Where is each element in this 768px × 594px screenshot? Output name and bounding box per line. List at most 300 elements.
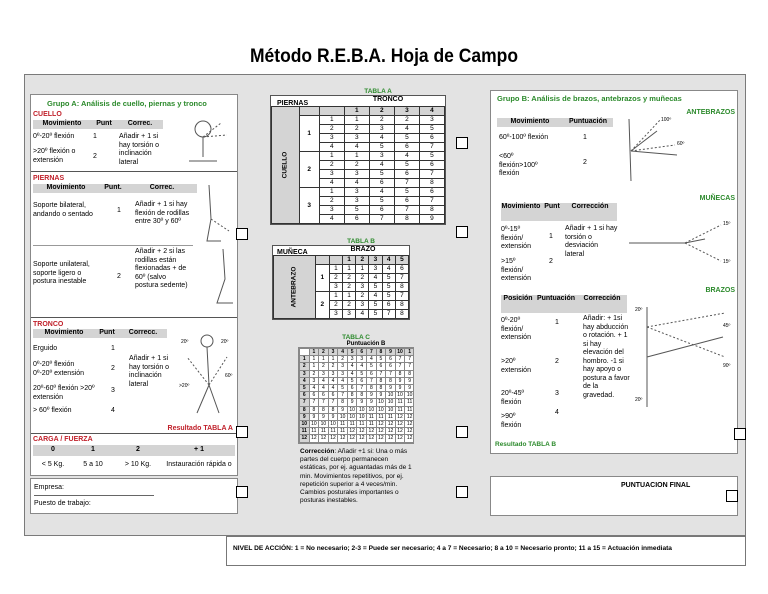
antebrazos-header	[497, 118, 613, 127]
tabla-b-side-text: ANTEBRAZO	[290, 266, 298, 308]
tabla-c-cell: 10	[309, 421, 319, 428]
tabla-c-col: 1	[405, 349, 414, 356]
munecas-row-2-mov: >15º flexión/ extensión	[501, 258, 531, 282]
piernas-row-2-mov: Soporte unilateral, soporte ligero o postura inestable	[33, 261, 90, 285]
tabla-a-title: TABLA A	[364, 88, 392, 95]
tronco-checkbox[interactable]	[236, 426, 248, 438]
tabla-a-cell: 7	[394, 206, 419, 215]
munecas-row-1-mov: 0º-15º flexión/ extensión	[501, 226, 531, 250]
final-checkbox[interactable]	[726, 490, 738, 502]
tabla-b-checkbox[interactable]	[456, 226, 468, 238]
antebrazos-header-mov: Movimiento	[510, 118, 550, 125]
tabla-c-cell: 2	[319, 363, 329, 370]
tabla-c-cell: 3	[309, 377, 319, 384]
tabla-b-side-label	[274, 256, 316, 319]
tabla-a-cell: 4	[344, 179, 369, 188]
tabla-c-cell: 6	[357, 377, 367, 384]
tabla-c-cell: 11	[386, 413, 396, 420]
carga-label: CARGA / FUERZA	[33, 436, 93, 443]
tabla-c-cell: 8	[376, 385, 386, 392]
tabla-b-brazo-col: 5	[395, 256, 408, 265]
piernas-row-1-corr: Añadir + 1 si hay flexión de rodillas entre 30º y 60º	[135, 201, 190, 225]
tabla-c-cell: 3	[319, 370, 329, 377]
tabla-c-cell: 12	[300, 435, 310, 442]
tabla-c-cell: 11	[300, 428, 310, 435]
tabla-c-cell: 6	[386, 363, 396, 370]
trunk-label-2: 20º	[221, 339, 229, 345]
cuello-row-2-punt: 2	[93, 153, 97, 160]
cuello-header-mov: Movimiento	[42, 120, 82, 127]
tabla-c-correction-text: : Añadir +1 si: Una o más partes del cuerpo permanecen estáticas, por ej. aguantadas más de 1 min. Movimientos repetitivos, por ej. repetición superior a 4 veces/min. Cambios posturales importantes o posturas inestables.	[300, 448, 412, 505]
tabla-c-cell: 7	[376, 370, 386, 377]
tabla-a-cell: 2	[394, 116, 419, 125]
piernas-row-1-punt: 1	[117, 207, 121, 214]
legs-figure-icon	[199, 179, 237, 309]
tabla-c-cell: 9	[405, 377, 414, 384]
tabla-a-cuello-value: 1	[299, 116, 319, 152]
tabla-c-cell: 12	[376, 428, 386, 435]
tabla-c-cell: 11	[395, 406, 405, 413]
tabla-c-cell: 9	[367, 399, 377, 406]
tabla-c-cell: 2	[309, 370, 319, 377]
tabla-c-cell: 3	[347, 356, 357, 363]
brazos-header	[501, 295, 627, 313]
brazos-row-4-mov: >90º flexión	[501, 413, 522, 429]
neck-figure-icon	[169, 117, 235, 165]
tabla-a-cuello-value: 3	[299, 188, 319, 224]
tabla-a-cell: 3	[369, 152, 394, 161]
piernas-row-2-corr: Añadir + 2 si las rodillas están flexionadas + de 60º (salvo postura sedente)	[135, 248, 188, 289]
tabla-c-cell: 8	[395, 370, 405, 377]
carga-value-2: > 10 Kg.	[124, 461, 152, 468]
tabla-b-antebrazo-value: 1	[315, 265, 329, 292]
tabla-b-cell: 3	[329, 310, 342, 319]
trunk-label-4: >20º	[179, 383, 190, 389]
tabla-a-checkbox[interactable]	[456, 137, 468, 149]
action-level-text: NIVEL DE ACCIÓN: 1 = No necesario; 2-3 = Puede ser necesario; 4 a 7 = Necesario; 8 a 10 = Necesario pronto; 11 a 15 = Actuación inmediata	[233, 545, 672, 552]
tabla-c-cell: 4	[347, 363, 357, 370]
tabla-c-cell: 6	[367, 370, 377, 377]
tabla-a-cell: 6	[394, 143, 419, 152]
tabla-c-cell: 7	[328, 399, 338, 406]
tabla-b-cell: 7	[395, 292, 408, 301]
tronco-row-1-mov: Erguido	[33, 345, 58, 352]
forearm-figure-icon	[617, 111, 737, 189]
tabla-c-cell: 3	[328, 370, 338, 377]
tabla-c-cell: 8	[347, 392, 357, 399]
arm-label-1: 20º	[635, 307, 643, 313]
tronco-correction: Añadir + 1 si hay torsión o inclinación lateral	[129, 355, 170, 388]
tabla-c-cell: 9	[338, 406, 348, 413]
tabla-a-cell: 8	[419, 206, 444, 215]
tabla-c-cell: 10	[328, 421, 338, 428]
tabla-c-cell: 10	[347, 413, 357, 420]
cuello-correction: Añadir + 1 si hay torsión o inclinación lateral	[119, 133, 160, 166]
tabla-c-cell: 10	[367, 406, 377, 413]
tabla-c-cell: 11	[367, 413, 377, 420]
forearm-label-1: 100º	[661, 117, 672, 123]
tabla-c-cell: 5	[300, 385, 310, 392]
tabla-c-cell: 7	[395, 356, 405, 363]
tabla-c-cell: 4	[367, 356, 377, 363]
tabla-c-cell: 7	[319, 399, 329, 406]
tabla-c-cell: 5	[357, 370, 367, 377]
tabla-c-cell: 8	[309, 406, 319, 413]
tabla-c-cell: 8	[338, 399, 348, 406]
carga-checkbox[interactable]	[236, 486, 248, 498]
tabla-c-cell: 8	[376, 377, 386, 384]
tabla-c-cell: 12	[405, 421, 414, 428]
tabla-b-cell: 4	[356, 310, 369, 319]
tronco-row-4-mov: > 60º flexión	[33, 407, 72, 414]
brazos-row-1-punt: 1	[555, 319, 559, 326]
arm-label-3: 45º	[723, 323, 731, 329]
tabla-a-cell: 6	[369, 179, 394, 188]
tabla-a-cell: 7	[394, 179, 419, 188]
tabla-c-cell: 7	[386, 370, 396, 377]
tabla-c-cell: 8	[300, 406, 310, 413]
tabla-b-cell: 3	[343, 310, 356, 319]
tabla-a-side-text: CUELLO	[281, 151, 289, 179]
tabla-a-cell: 3	[369, 125, 394, 134]
antebrazos-row-2-mov: <60º flexión>100º flexión	[499, 153, 538, 177]
tabla-c-cell: 10	[319, 421, 329, 428]
tabla-c-cell: 8	[357, 392, 367, 399]
tabla-c-cell: 12	[386, 428, 396, 435]
cuello-header-punt: Punt	[96, 120, 112, 127]
tabla-c-cell: 10	[395, 392, 405, 399]
tabla-c-cell: 11	[328, 428, 338, 435]
tabla-a-cell: 2	[319, 125, 344, 134]
tabla-a-cell: 5	[394, 134, 419, 143]
tabla-c-cell: 9	[395, 377, 405, 384]
tabla-a-cell: 4	[369, 161, 394, 170]
tabla-a-cell: 3	[344, 170, 369, 179]
tabla-b-cell: 5	[369, 301, 382, 310]
arm-label-4: 90º	[723, 363, 731, 369]
munecas-header	[501, 203, 617, 221]
piernas-header	[33, 184, 197, 193]
tabla-c-cell: 6	[386, 356, 396, 363]
tabla-c-cell: 4	[319, 385, 329, 392]
munecas-row-2-punt: 2	[549, 258, 553, 265]
tabla-b-cell: 5	[369, 283, 382, 292]
tabla-c-cell: 2	[300, 363, 310, 370]
arm-label-2: 20º	[635, 397, 643, 403]
tabla-b-cell: 2	[356, 292, 369, 301]
tronco-header-mov: Movimiento	[44, 329, 84, 336]
tabla-c-cell: 9	[328, 413, 338, 420]
forearm-label-2: 60º	[677, 141, 685, 147]
antebrazos-header-punt: Puntuación	[568, 118, 608, 125]
carga-score-3: + 1	[194, 446, 204, 454]
tabla-c-cell: 12	[386, 421, 396, 428]
wrist-label-2: 15º	[723, 259, 731, 265]
tabla-c-correction	[300, 448, 412, 510]
tabla-c-cell: 5	[338, 385, 348, 392]
tabla-a-cell: 3	[344, 188, 369, 197]
result-checkbox[interactable]	[456, 486, 468, 498]
cuello-row-2-mov: >20º flexión o extensión	[33, 148, 76, 164]
tabla-b-cell: 2	[329, 274, 342, 283]
tabla-c-cell: 10	[300, 421, 310, 428]
tabla-c-cell: 7	[405, 363, 414, 370]
tabla-a-cell: 2	[319, 161, 344, 170]
antebrazos-label: ANTEBRAZOS	[686, 109, 735, 116]
tronco-label: TRONCO	[33, 321, 64, 328]
tabla-c-cell: 4	[338, 377, 348, 384]
tabla-a-cuello-value: 2	[299, 152, 319, 188]
antebrazos-row-1-punt: 1	[583, 134, 587, 141]
tabla-c-col: 5	[347, 349, 357, 356]
group-a-title: Grupo A: Análisis de cuello, piernas y tronco	[47, 99, 207, 108]
brazos-label: BRAZOS	[705, 287, 735, 294]
tabla-c-cell: 8	[405, 370, 414, 377]
tabla-c-cell: 10	[405, 392, 414, 399]
wrist-label-1: 15º	[723, 221, 731, 227]
tabla-a-cell: 7	[419, 170, 444, 179]
tabla-c-cell: 6	[347, 385, 357, 392]
carga-values	[33, 461, 235, 470]
tabla-a-cell: 1	[319, 188, 344, 197]
tabla-a-cell: 1	[319, 116, 344, 125]
piernas-label: PIERNAS	[33, 175, 65, 182]
brazos-row-2-mov: >20º extensión	[501, 358, 531, 374]
tabla-c-cell: 9	[357, 399, 367, 406]
page-title: Método R.E.B.A. Hoja de Campo	[249, 46, 519, 67]
resultado-tabla-a: Resultado TABLA A	[167, 425, 233, 432]
tabla-b-cell: 3	[369, 265, 382, 274]
tabla-a-cell: 6	[419, 161, 444, 170]
tabla-a-cell: 7	[419, 197, 444, 206]
piernas-header-corr: Correc.	[149, 184, 175, 191]
company-panel	[30, 478, 238, 514]
cuello-piernas-checkbox[interactable]	[236, 228, 248, 240]
arm-figure-icon	[633, 297, 737, 413]
tabla-b-cell: 4	[369, 274, 382, 283]
tabla-c-cell: 11	[309, 428, 319, 435]
tabla-c-cell: 12	[328, 435, 338, 442]
cuello-header-corr: Correc.	[127, 120, 153, 127]
munecas-header-corr: Corrección	[571, 203, 609, 210]
tabla-c-cell: 1	[309, 356, 319, 363]
tabla-c-cell: 12	[395, 435, 405, 442]
tabla-c-cell: 7	[357, 385, 367, 392]
tabla-c-cell: 11	[376, 413, 386, 420]
tabla-c-cell: 12	[338, 435, 348, 442]
tabla-a-cell: 2	[369, 116, 394, 125]
tabla-c-cell: 10	[376, 399, 386, 406]
tabla-c-cell: 4	[319, 377, 329, 384]
tabla-a-cell: 8	[419, 179, 444, 188]
puesto-label: Puesto de trabajo:	[34, 500, 91, 507]
resultado-tabla-b: Resultado TABLA B	[495, 441, 557, 448]
tabla-b-cell: 6	[395, 265, 408, 274]
brazos-correction: Añadir: + 1si hay abducción o rotación. + 1 si hay elevación del hombro. -1 si hay apoyo o postura a favor de la gravedad.	[583, 315, 630, 399]
munecas-row-1-punt: 1	[549, 233, 553, 240]
tabla-c-cell: 12	[357, 428, 367, 435]
tabla-c-cell: 1	[319, 356, 329, 363]
tabla-c-cell: 1	[328, 356, 338, 363]
tabla-c-cell: 10	[386, 406, 396, 413]
carga-scores	[33, 445, 235, 456]
tabla-b-cell: 5	[382, 292, 395, 301]
tabla-a-cell: 6	[394, 170, 419, 179]
tronco-header-corr: Correcc.	[128, 329, 158, 336]
tabla-c-cell: 10	[386, 399, 396, 406]
tabla-b-grid	[273, 255, 409, 319]
group-b-panel	[490, 90, 738, 454]
tabla-c-cell: 10	[376, 406, 386, 413]
tabla-a-cell: 3	[344, 197, 369, 206]
tabla-c-cell: 12	[309, 435, 319, 442]
tabla-a-cell: 1	[344, 116, 369, 125]
tabla-b-cell: 8	[395, 301, 408, 310]
tabla-c-col: 1	[309, 349, 319, 356]
final-score-panel	[490, 476, 738, 516]
carga-value-3: Instauración rápida o	[166, 461, 232, 468]
tabla-c-cell: 1	[309, 363, 319, 370]
carga-score-0: 0	[51, 446, 55, 454]
piernas-header-punt: Punt.	[104, 184, 122, 191]
tabla-a-cell: 4	[369, 134, 394, 143]
tabla-a-cell: 3	[344, 134, 369, 143]
tabla-a-cell: 3	[319, 170, 344, 179]
antebrazos-row-2-punt: 2	[583, 159, 587, 166]
tabla-c-cell: 12	[405, 413, 414, 420]
tabla-a-cell: 4	[344, 143, 369, 152]
tabla-b-cell: 2	[343, 301, 356, 310]
tabla-c-col: 9	[386, 349, 396, 356]
tabla-b-cell: 8	[395, 310, 408, 319]
tabla-c	[298, 334, 414, 444]
tabla-a-cell: 5	[344, 206, 369, 215]
tabla-b-cell: 3	[329, 283, 342, 292]
tabla-c-cell: 7	[338, 392, 348, 399]
tabla-b-cell: 1	[343, 292, 356, 301]
group-b-title: Grupo B: Análisis de brazos, antebrazos y muñecas	[497, 94, 682, 103]
tabla-a-cell: 6	[344, 215, 369, 224]
brazos-row-2-punt: 2	[555, 358, 559, 365]
tronco-row-4-punt: 4	[111, 407, 115, 414]
tabla-c-grid	[299, 348, 414, 443]
tabla-c-cell: 4	[328, 377, 338, 384]
tabla-a-cell: 9	[419, 215, 444, 224]
resultado-b-checkbox[interactable]	[734, 428, 746, 440]
tabla-c-cell: 12	[386, 435, 396, 442]
tabla-b-cell: 4	[382, 265, 395, 274]
tabla-c-cell: 3	[300, 370, 310, 377]
tabla-a-cell: 3	[419, 116, 444, 125]
tabla-c-col: 2	[319, 349, 329, 356]
tabla-c-cell: 6	[319, 392, 329, 399]
tabla-a-cell: 5	[394, 188, 419, 197]
tabla-c-cell: 9	[395, 385, 405, 392]
tabla-c-cell: 11	[405, 399, 414, 406]
munecas-label: MUÑECAS	[699, 195, 735, 202]
cuello-row-1-punt: 1	[93, 133, 97, 140]
cuello-header	[33, 120, 163, 129]
tabla-a-cell: 6	[419, 134, 444, 143]
brazos-header-corr: Corrección	[583, 295, 621, 302]
tabla-c-cell: 4	[300, 377, 310, 384]
tabla-b-cell: 7	[382, 310, 395, 319]
tronco-row-2-punt: 2	[111, 365, 115, 372]
tabla-c-checkbox[interactable]	[456, 426, 468, 438]
tabla-c-col: 3	[328, 349, 338, 356]
tabla-c-col: 4	[338, 349, 348, 356]
carga-value-1: 5 a 10	[83, 461, 103, 468]
tabla-a-tronco-col: 2	[369, 107, 394, 116]
tabla-c-cell: 12	[347, 428, 357, 435]
tabla-c-col: 7	[367, 349, 377, 356]
tabla-c-cell: 12	[357, 435, 367, 442]
tabla-a-cell: 2	[344, 161, 369, 170]
tabla-a-cell: 3	[319, 206, 344, 215]
tabla-c-cell: 9	[386, 385, 396, 392]
tabla-c-cell: 9	[300, 413, 310, 420]
tabla-c-cell: 9	[347, 399, 357, 406]
tabla-c-cell: 8	[328, 406, 338, 413]
tabla-c-cell: 9	[405, 385, 414, 392]
tabla-a-col-label: TRONCO	[372, 96, 404, 103]
tronco-row-3-mov: 20º-60º flexión >20º extensión	[33, 385, 95, 401]
tabla-c-cell: 10	[386, 392, 396, 399]
tabla-c-correction-label: Corrección	[300, 448, 335, 455]
tabla-b-cell: 3	[356, 301, 369, 310]
tabla-c-cell: 12	[376, 421, 386, 428]
tabla-a-cell: 4	[394, 125, 419, 134]
tabla-c-subtitle: Puntuación B	[346, 341, 386, 347]
tabla-b-cell: 1	[343, 265, 356, 274]
empresa-label: Empresa:	[34, 484, 64, 491]
tabla-c-cell: 7	[309, 399, 319, 406]
tabla-b-cell: 1	[329, 265, 342, 274]
tabla-a-cell: 6	[419, 188, 444, 197]
tabla-c-cell: 12	[376, 435, 386, 442]
tabla-c-cell: 10	[347, 406, 357, 413]
tabla-a-cell: 5	[419, 152, 444, 161]
trunk-label-1: 20º	[181, 339, 189, 345]
tabla-a-tronco-col: 4	[419, 107, 444, 116]
tabla-b-cell: 5	[382, 283, 395, 292]
tabla-c-cell: 5	[347, 377, 357, 384]
tabla-c-cell: 12	[395, 413, 405, 420]
tabla-b-antebrazo-value: 2	[315, 292, 329, 319]
tabla-b-cell: 1	[329, 292, 342, 301]
empresa-field[interactable]	[34, 495, 154, 496]
tabla-c-cell: 8	[319, 406, 329, 413]
brazos-row-4-punt: 4	[555, 409, 559, 416]
tabla-c-cell: 7	[367, 377, 377, 384]
tabla-c-cell: 11	[347, 421, 357, 428]
tabla-c-cell: 11	[319, 428, 329, 435]
tabla-c-cell: 5	[367, 363, 377, 370]
tabla-c-cell: 3	[338, 363, 348, 370]
tabla-c-cell: 12	[319, 435, 329, 442]
tabla-c-cell: 6	[300, 392, 310, 399]
tronco-header-punt: Punt	[99, 329, 115, 336]
tabla-a-cell: 4	[319, 143, 344, 152]
tabla-c-cell: 9	[319, 413, 329, 420]
tabla-c-cell: 2	[338, 356, 348, 363]
tabla-a-cell: 8	[394, 215, 419, 224]
carga-score-2: 2	[136, 446, 140, 454]
tabla-a-cell: 7	[419, 143, 444, 152]
carga-score-1: 1	[91, 446, 95, 454]
tabla-a-cell: 4	[394, 152, 419, 161]
tabla-c-cell: 12	[367, 428, 377, 435]
